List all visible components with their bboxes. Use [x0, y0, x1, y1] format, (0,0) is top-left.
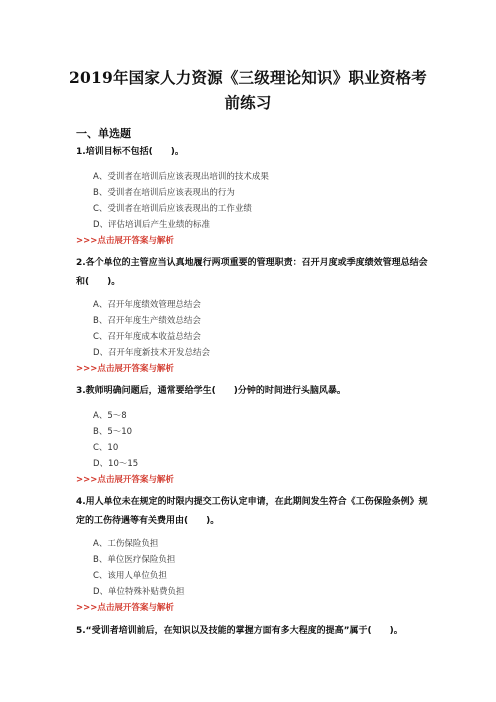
question-2-option-c: C、召开年度成本收益总结会	[93, 332, 201, 342]
document-title-line-2: 前练习	[224, 93, 272, 112]
question-5-stem: 5.“受训者培训前后，在知识以及技能的掌握方面有多大程度的提高”属于( )。	[76, 626, 403, 636]
question-4-stem: 4.用人单位未在规定的时限内提交工伤认定申请，在此期间发生符合《工伤保险条例》规定的工伤待遇等有关费用由( )。	[76, 497, 428, 526]
question-1-option-b: B、受训者在培训后应该表现出的行为	[93, 188, 235, 198]
question-4-option-a: A、工伤保险负担	[93, 539, 159, 549]
section-heading: 一、单选题	[76, 127, 131, 140]
question-2-option-b: B、召开年度生产绩效总结会	[93, 316, 201, 326]
question-3-option-c: C、10	[93, 443, 119, 453]
question-3-option-b: B、5～10	[93, 427, 133, 437]
question-2-stem: 2.各个单位的主管应当认真地履行两项重要的管理职责：召开月度或季度绩效管理总结会和( )。	[76, 258, 428, 287]
question-3-answer-toggle-link[interactable]: >>>点击展开答案与解析	[76, 475, 174, 485]
question-1-option-a: A、受训者在培训后应该表现出培训的技术成果	[93, 172, 269, 182]
question-4-option-c: C、该用人单位负担	[93, 571, 167, 581]
question-3-stem: 3.教师明确问题后，通常要给学生( )分钟的时间进行头脑风暴。	[76, 386, 346, 396]
question-1-stem: 1.培训目标不包括( )。	[76, 147, 184, 157]
question-4-answer-toggle-link[interactable]: >>>点击展开答案与解析	[76, 603, 174, 613]
question-2-answer-toggle-link[interactable]: >>>点击展开答案与解析	[76, 364, 174, 374]
document-title-line-1: 2019年国家人力资源《三级理论知识》职业资格考	[69, 68, 427, 87]
question-4-option-b: B、单位医疗保险负担	[93, 555, 176, 565]
question-2-option-a: A、召开年度绩效管理总结会	[93, 300, 201, 310]
question-1-option-c: C、受训者在培训后应该表现出的工作业绩	[93, 204, 252, 214]
question-2-option-d: D、召开年度新技术开发总结会	[93, 348, 211, 358]
question-1-option-d: D、评估培训后产生业绩的标准	[93, 220, 211, 230]
question-1-answer-toggle-link[interactable]: >>>点击展开答案与解析	[76, 236, 174, 246]
question-3-option-a: A、5～8	[93, 411, 127, 421]
question-3-option-d: D、10～15	[93, 459, 139, 469]
question-4-option-d: D、单位特殊补贴费负担	[93, 587, 185, 597]
